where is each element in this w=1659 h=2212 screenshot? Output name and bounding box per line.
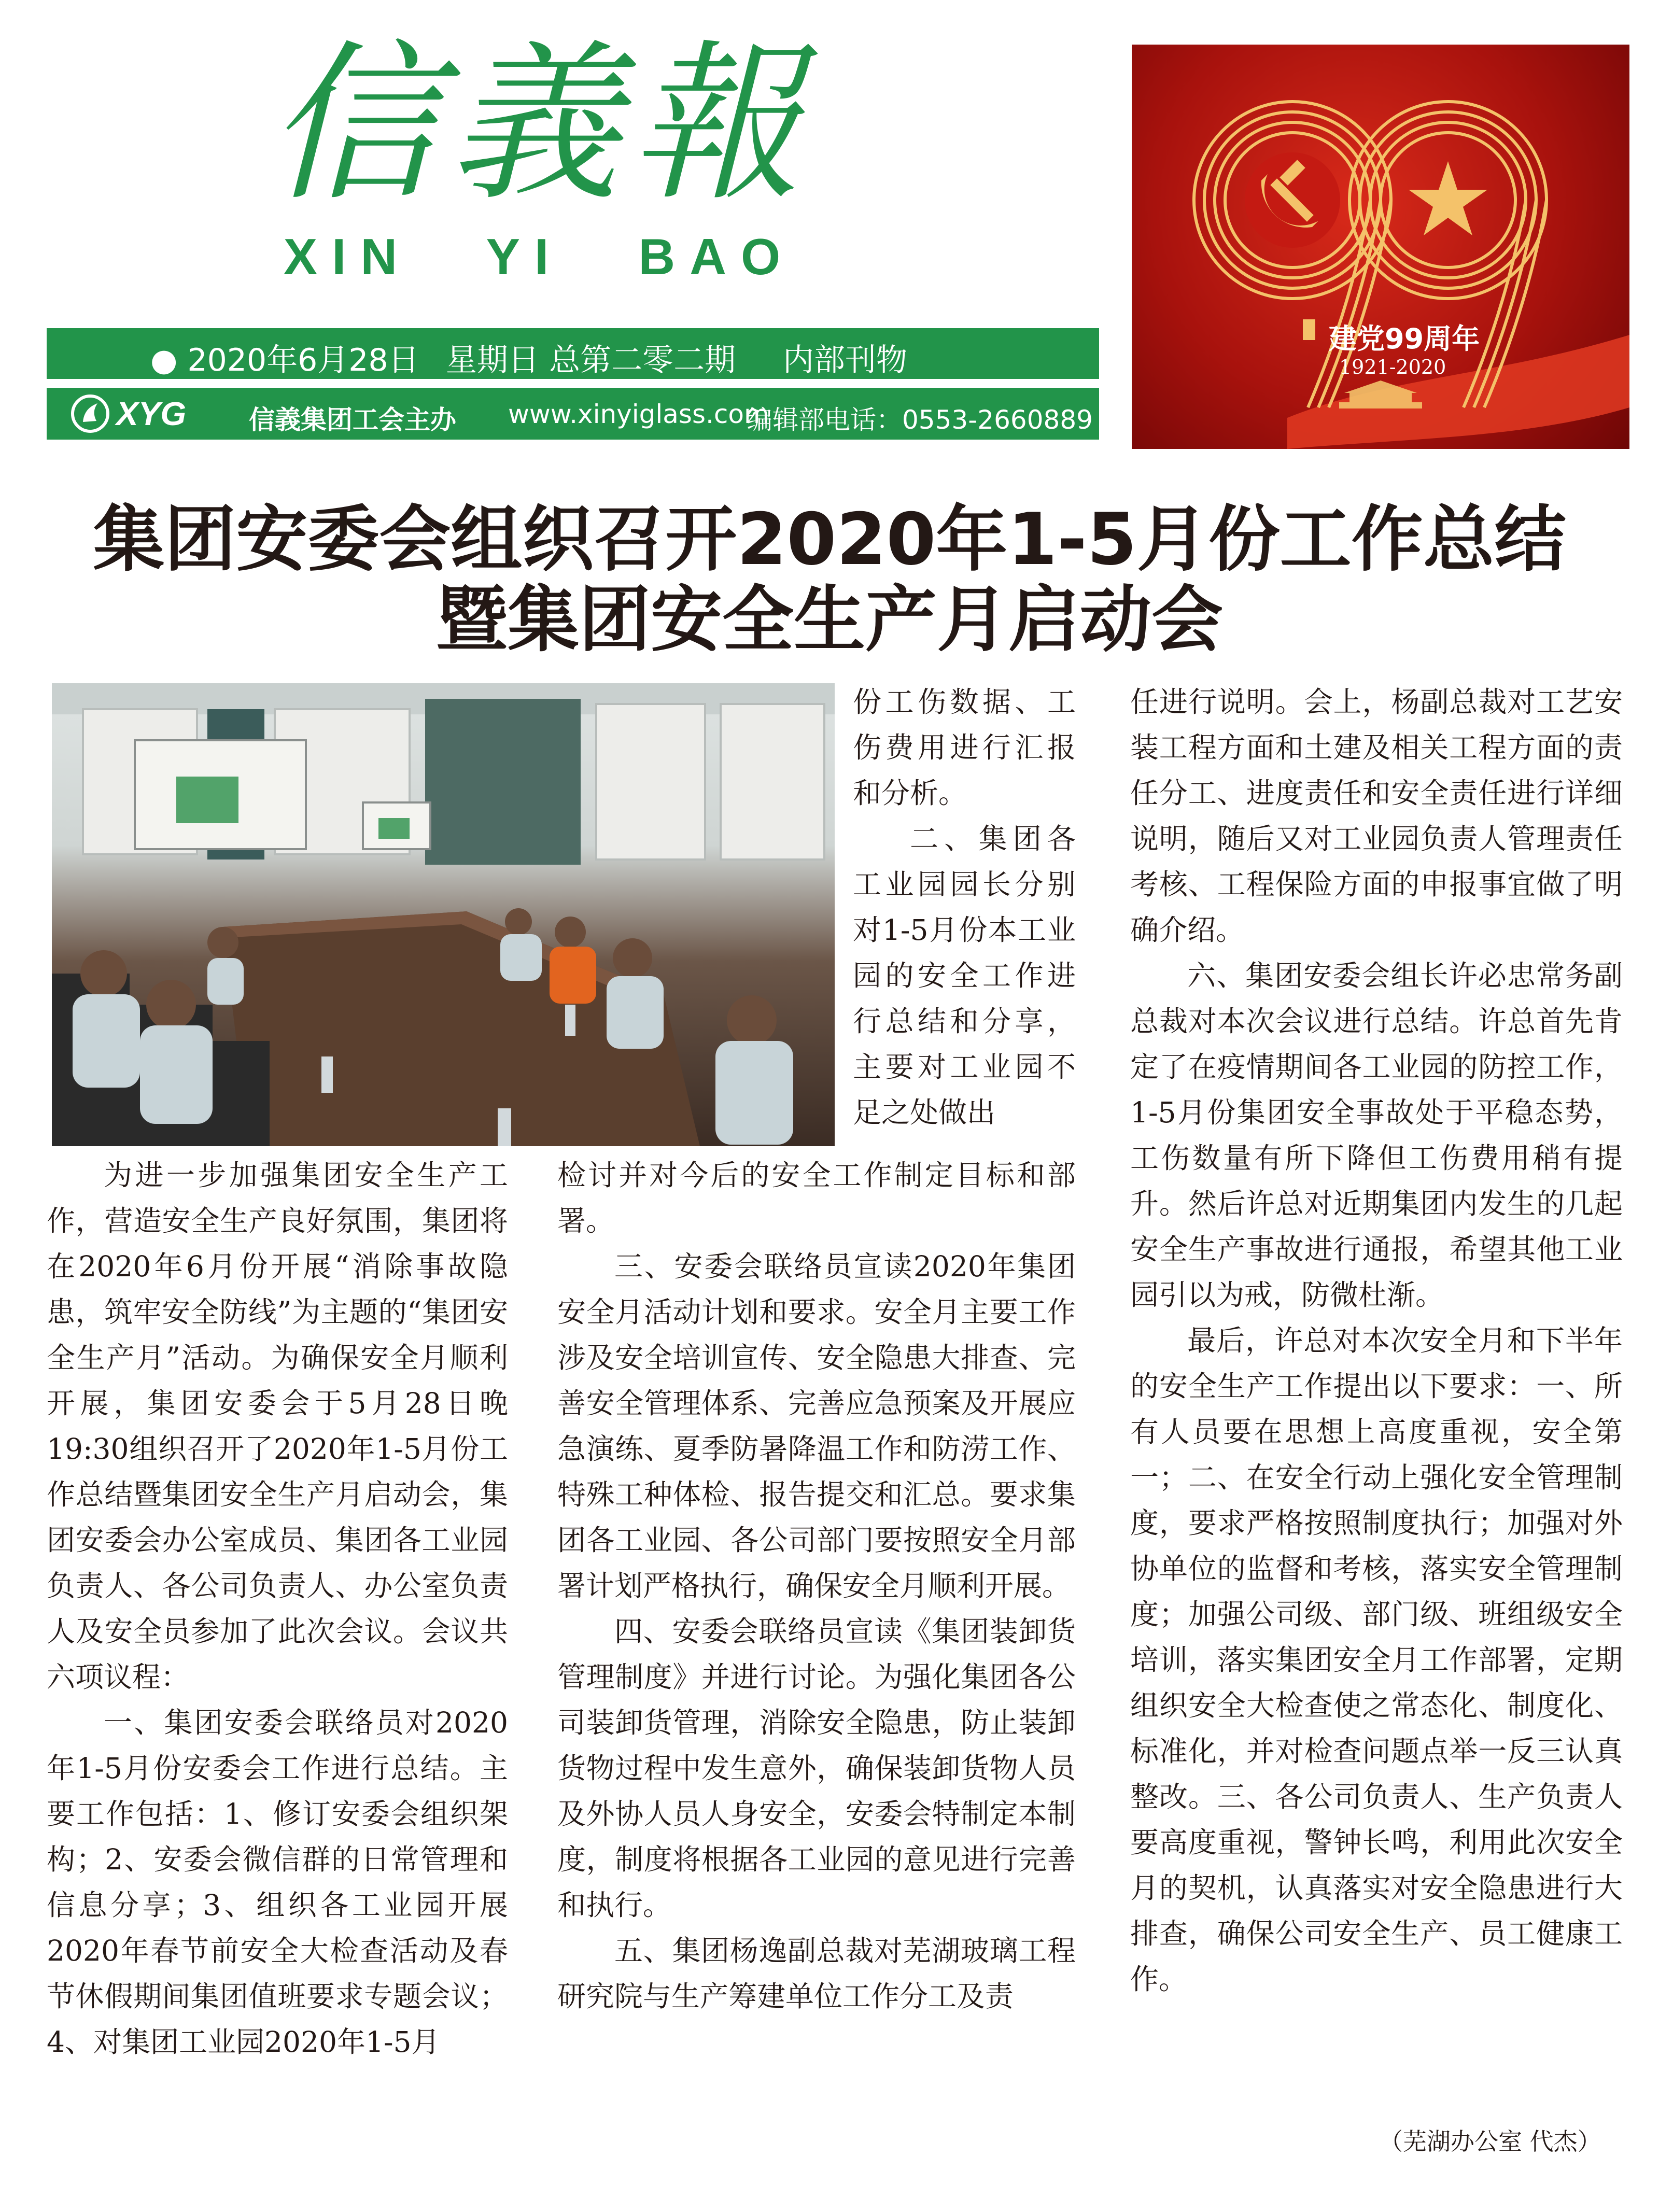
newspaper-logo <box>249 21 830 311</box>
article-paragraph: 份工伤数据、工伤费用进行汇报和分析。 <box>853 685 1076 810</box>
article-paragraph: 为进一步加强集团安全生产工作，营造安全生产良好氛围，集团将在2020年6月份开展“消除事故隐患，筑牢安全防线”为主题的“集团安全生产月”活动。为确保安全月顺利开展，集团安委会于5月28日晚19:30组织召开了2020年1-5月份工作总结暨集团安全生产月启动会，集团安委会办公室成员、集团各工业园负责人、各公司负责人、办公室负责人及安全员参加了此次会议。会议共六项议程： <box>47 1159 508 1694</box>
article-paragraph: 一、集团安委会联络员对2020年1-5月份安委会工作进行总结。主要工作包括：1、修订安委会组织架构；2、安委会微信群的日常管理和信息分享；3、组织各工业园开展2020年春节前安全大检查活动及春节休假期间集团值班要求专题会议；4、对集团工业园2020年1-5月 <box>47 1706 508 2059</box>
meeting-photo <box>52 683 835 1146</box>
article-paragraph: 二、集团各工业园园长分别对1-5月份本工业园的安全工作进行总结和分享，主要对工业园不足之处做出 <box>853 822 1076 1129</box>
publisher-name: 信義集团工会主办 <box>249 405 456 435</box>
party-anniversary-banner <box>1132 45 1629 449</box>
anniversary-graphic <box>1132 45 1629 449</box>
hammer-sickle-icon <box>1245 152 1340 248</box>
banner-years: 1921-2020 <box>1339 356 1446 378</box>
website-link[interactable]: www.xinyiglass.com <box>508 399 769 429</box>
issue-weekday-number: 星期日 总第二零二期 <box>446 342 736 378</box>
article-paragraph: 六、集团安委会组长许必忠常务副总裁对本次会议进行总结。许总首先肯定了在疫情期间各工业园的防控工作，1-5月份集团安全事故处于平稳态势，工伤数量有所下降但工伤费用稍有提升。然后许总对近期集团内发生的几起安全生产事故进行通报，希望其他工业园引以为戒，防微杜渐。 <box>1130 959 1623 1312</box>
article-column-3 <box>1130 679 1623 2002</box>
article-paragraph: 最后，许总对本次安全月和下半年的安全生产工作提出以下要求：一、所有人员要在思想上高度重视，安全第一；二、在安全行动上强化安全管理制度，要求严格按照制度执行；加强对外协单位的监督和考核，落实安全管理制度；加强公司级、部门级、班组级安全培训，落实集团安全月工作部署，定期组织安全大检查使之常态化、制度化、标准化，并对检查问题点举一反三认真整改。三、各公司负责人、生产负责人要高度重视，警钟长鸣，利用此次安全月的契机，认真落实对安全隐患进行大排查，确保公司安全生产、员工健康工作。 <box>1130 1324 1623 1996</box>
xyg-logo-text: XYG <box>116 395 187 432</box>
article-paragraph: 三、安委会联络员宣读2020年集团安全月活动计划和要求。安全月主要工作涉及安全培训宣传、安全隐患大排查、完善安全管理体系、完善应急预案及开展应急演练、夏季防暑降温工作和防涝工作、特殊工种体检、报告提交和汇总。要求集团各工业园、各公司部门要按照安全月部署计划严格执行，确保安全月顺利开展。 <box>557 1250 1076 1602</box>
headline-line-1: 集团安委会组织召开2020年1-5月份工作总结 <box>93 498 1566 581</box>
article-paragraph: 四、安委会联络员宣读《集团装卸货管理制度》并进行讨论。为强化集团各公司装卸货管理，消除安全隐患，防止装卸货物过程中发生意外，确保装卸货物人员及外协人员人身安全，安委会特制定本制度，制度将根据各工业园的意见进行完善和执行。 <box>557 1615 1076 1922</box>
article-credit: （芜湖办公室 代杰） <box>1379 2128 1601 2155</box>
meeting-photo-illustration <box>52 683 835 1146</box>
editorial-phone: 编辑部电话：0553-2660889 <box>747 405 1093 435</box>
article-paragraph: 检讨并对今后的安全工作制定目标和部署。 <box>557 1159 1076 1237</box>
article-column-2-top <box>853 679 1076 1135</box>
banner-title: 建党99周年 <box>1329 322 1480 355</box>
newspaper-pinyin: XIN YI BAO <box>283 228 795 285</box>
newspaper-title: 信義報 <box>267 25 811 224</box>
headline-line-2: 暨集团安全生产月启动会 <box>435 578 1223 661</box>
seal-mark <box>1303 319 1315 340</box>
xyg-logo-icon <box>67 391 244 436</box>
issue-info-bar <box>47 328 1099 379</box>
article-column-1 <box>47 1152 508 2065</box>
article-paragraph: 任进行说明。会上，杨副总裁对工艺安装工程方面和土建及相关工程方面的责任分工、进度责任和安全责任进行详细说明，随后又对工业园负责人管理责任考核、工程保险方面的申报事宜做了明确介绍。 <box>1130 685 1623 947</box>
article-column-2 <box>557 1152 1076 2019</box>
publisher-bar <box>47 388 1099 440</box>
issue-date: ● 2020年6月28日 <box>150 342 419 378</box>
circulation-label: 内部刊物 <box>783 342 907 378</box>
star-icon <box>1409 161 1487 235</box>
article-paragraph: 五、集团杨逸副总裁对芜湖玻璃工程研究院与生产筹建单位工作分工及责 <box>557 1934 1076 2013</box>
